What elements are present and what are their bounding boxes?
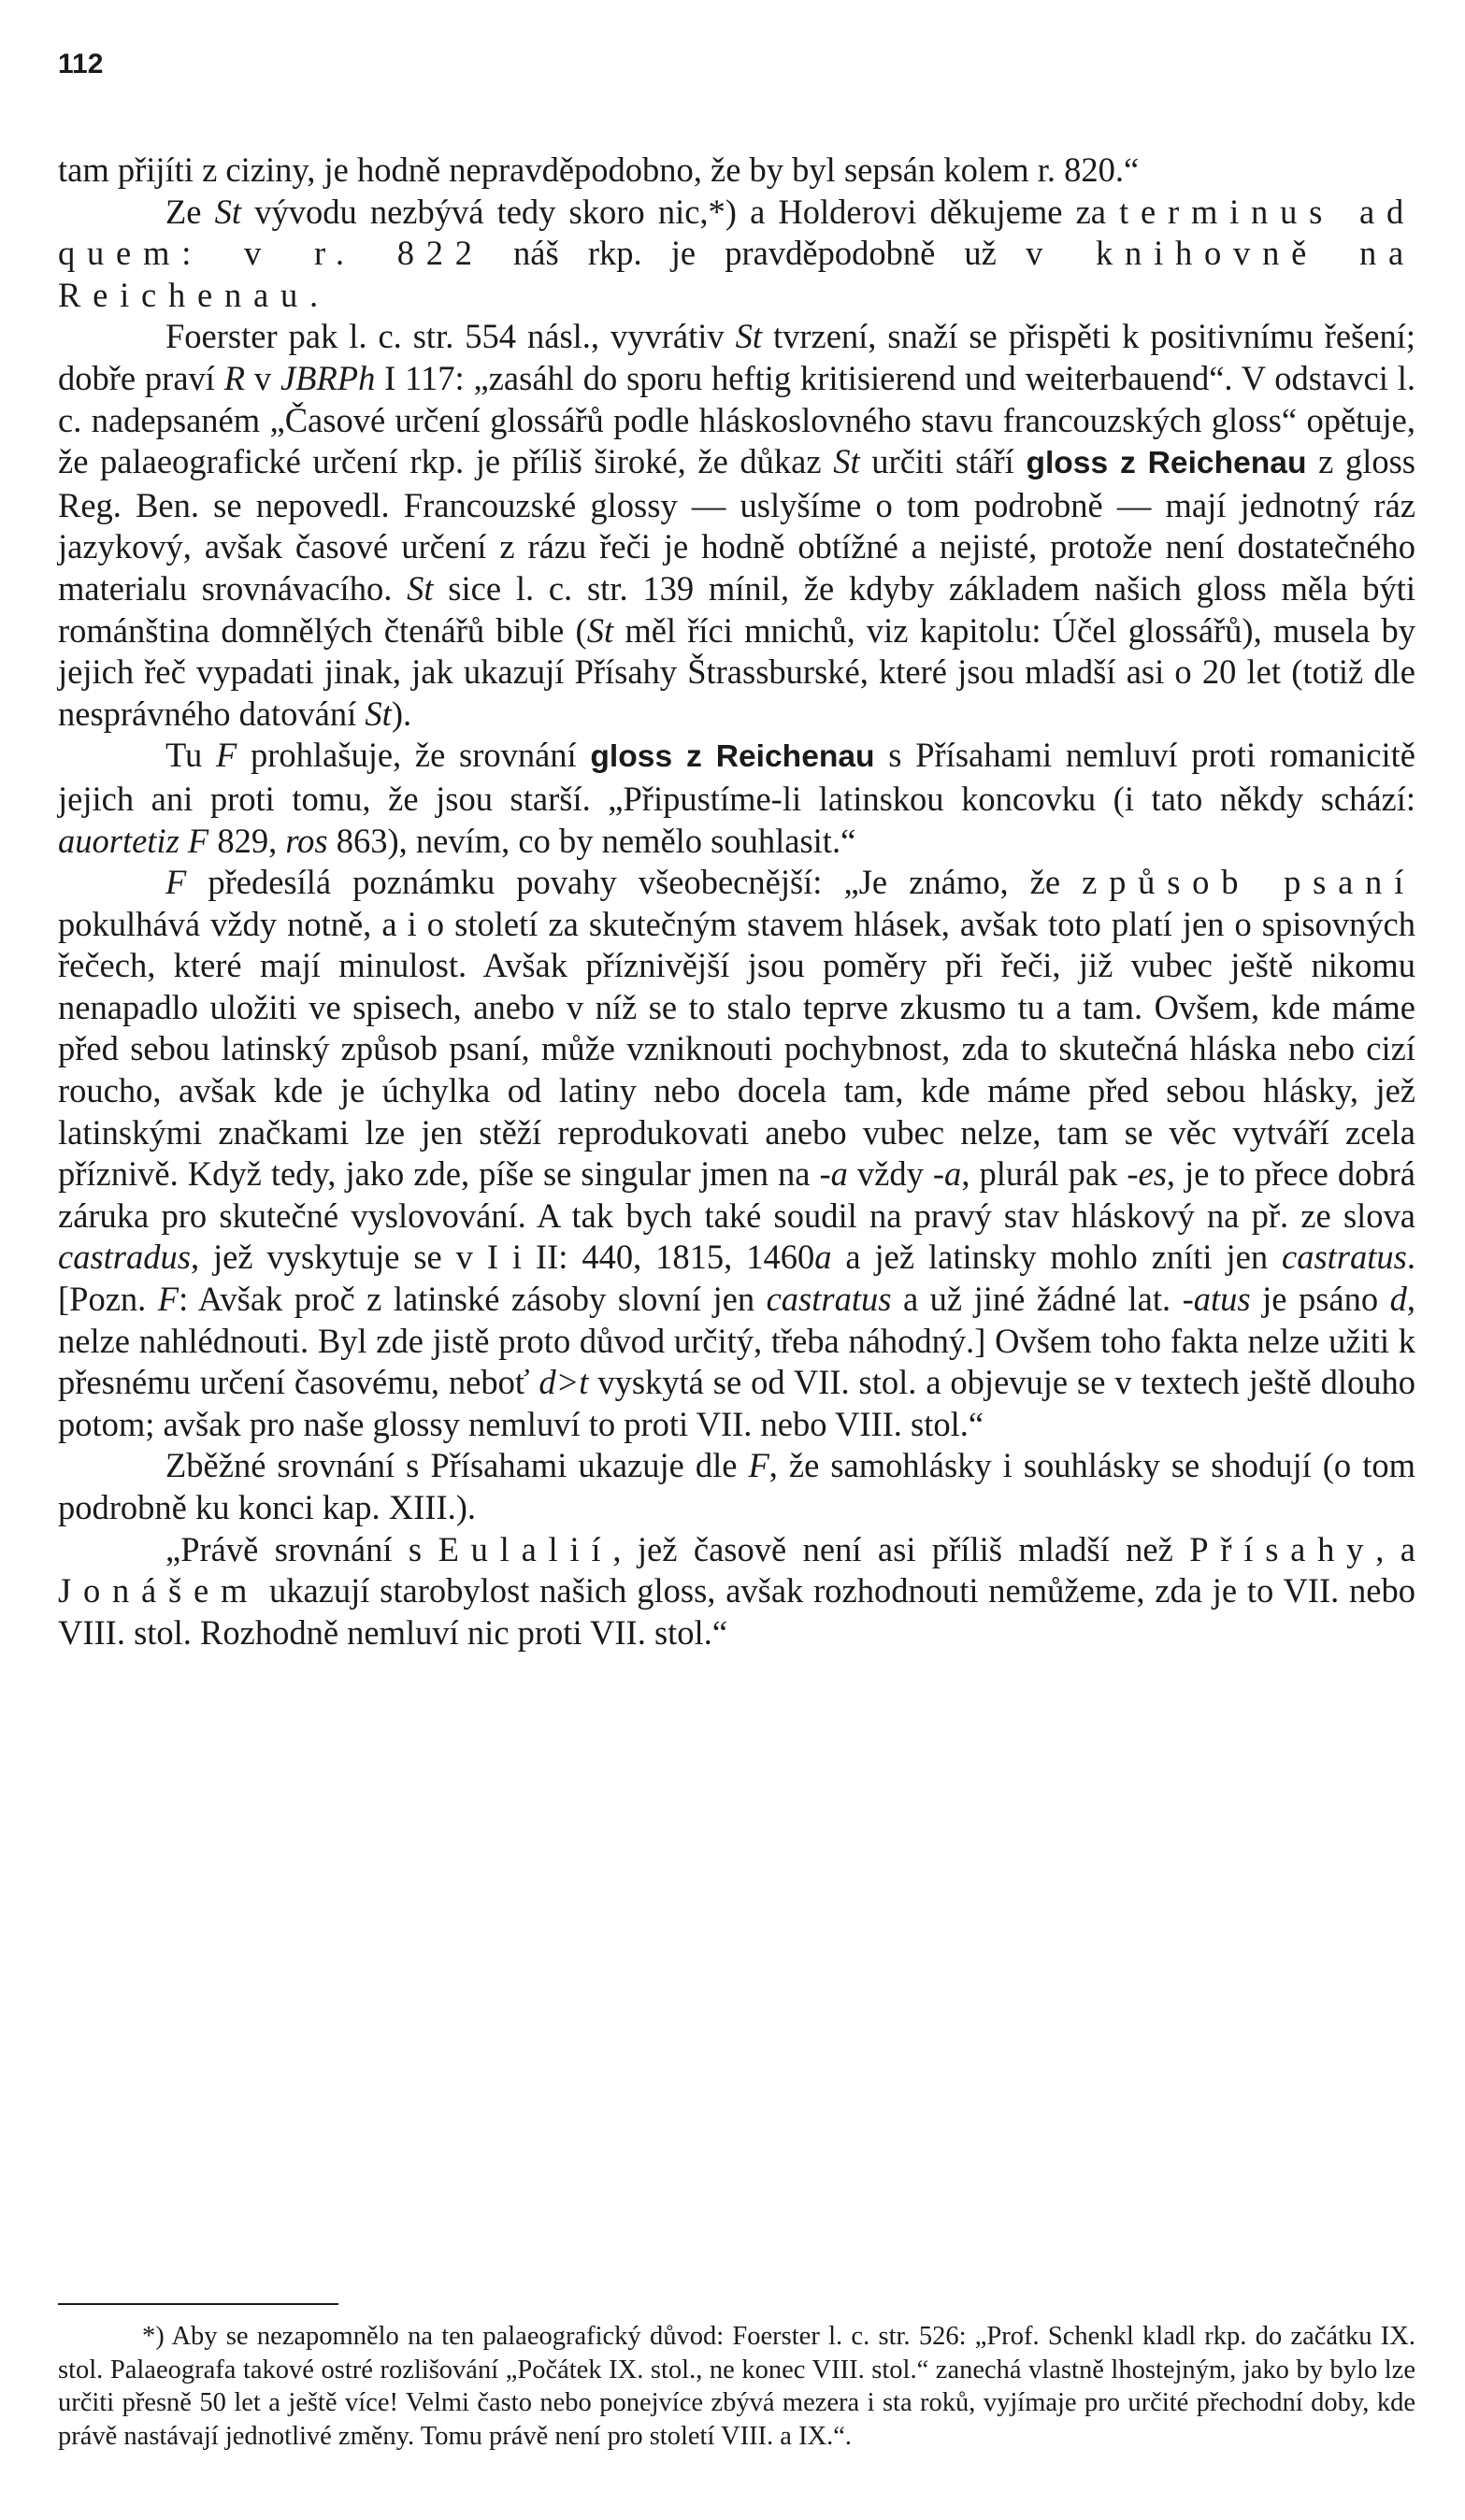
text-span: , a <box>1375 1529 1415 1568</box>
spaced-phrase: Přísahy <box>1189 1529 1376 1568</box>
abbrev-f: F <box>157 1280 180 1319</box>
text-span: Ze <box>165 192 215 231</box>
abbrev-f: F <box>165 863 187 902</box>
example-word: castratus <box>766 1280 892 1319</box>
spaced-phrase: v knihovně na Reichenau. <box>58 234 1416 314</box>
spaced-phrase: Jonášem <box>58 1571 260 1611</box>
abbrev-f: F <box>215 736 237 775</box>
spaced-phrase: Eulalií <box>438 1529 613 1568</box>
example-word: ros <box>285 821 328 860</box>
example-word: auortetiz F <box>58 821 209 860</box>
text-span: předesílá poznámku povahy všeobecnější: „Je známo, že <box>186 863 1083 902</box>
text-span: vývodu nezbývá tedy skoro nic,*) a Holderovi děkujeme za <box>241 192 1120 231</box>
text-span: Zběžné srovnání s Přísahami ukazuje dle <box>165 1446 749 1485</box>
example-word: -atus <box>1182 1280 1251 1319</box>
example-word: castratus <box>1282 1238 1407 1277</box>
text-span: vždy <box>847 1154 933 1194</box>
text-span: vyskytá se od VII. stol. a objevuje se v textech ještě dlouho potom; avšak pro naše glossy nemluví to proti VII. nebo VIII. stol.“ <box>58 1363 1415 1443</box>
text-span: . [Pozn. <box>58 1238 1415 1319</box>
text-span: pokulhává vždy notně, a i o století za skutečným stavem hlásek, avšak toto platí jen o spisovných řečech, které mají minulost. Avšak příznivější jsou poměry při řeči, již vubec ještě nikomu nenapadlo uložiti ve spisech, anebo v níž se to stalo teprve zkusmo tu a tam. Ovšem, kde máme před sebou latinský způsob psaní, může vzniknouti pochybnost, zda to skutečná hláska nebo cizí roucho, avšak kde je úchylka od latiny nebo docela tam, kde máme před sebou hlásky, jež latinskými značkami lze jen stěží reprodukovati anebo vubec nelze, tam se věc vytváří zcela příznivě. Když tedy, jako zde, píše se singular jmen na <box>58 904 1415 1194</box>
abbrev-f: F <box>748 1446 769 1485</box>
text-span: ). <box>391 694 412 733</box>
text-span: je psáno <box>1250 1280 1390 1319</box>
text-span: určiti stáří <box>859 442 1027 481</box>
abbrev-st: St <box>407 568 434 608</box>
example-word: d>t <box>539 1363 589 1402</box>
paragraph-3 <box>58 316 1415 735</box>
text-span: ukazují starobylost našich gloss, avšak rozhodnouti nemůžeme, zda je to VII. nebo VIII. stol. Rozhodně nemluví nic proti VII. stol.“ <box>58 1571 1415 1652</box>
abbrev-jbrph: JBRPh <box>280 358 376 397</box>
abbrev-st: St <box>735 317 762 356</box>
text-span: s Přísahami nemluví proti romanicitě jejich ani proti tomu, že jsou starší. „Připustíme-li latinskou koncovku (i tato někdy schází: <box>58 736 1415 818</box>
text-span: I 117: „zasáhl do sporu heftig kritisierend und weiterbauend“. V odstavci l. c. nadepsaném „Časové určení glossářů podle hláskoslovného stavu francouzských gloss“ opětuje, že palaeografické určení rkp. je příliš široké, že důkaz <box>58 358 1415 481</box>
text-span: měl říci mnichů, viz kapitolu: Účel glossářů), musela by jejich řeč vypadati jinak, jak ukazují Přísahy Štrassburské, které jsou mladší asi o 20 let (totiž dle nesprávného datování <box>58 610 1415 733</box>
text-span: prohlašuje, že srovnání <box>237 736 591 775</box>
main-text <box>58 150 1415 1654</box>
text-span: , je to přece dobrá záruka pro skutečné vyslovování. A tak bych také soudil na pravý stav hláskový na př. ze slova <box>58 1154 1415 1235</box>
text-span: , že samohlásky i souhlásky se shodují (o tom podrobně ku konci kap. XIII.). <box>58 1446 1415 1526</box>
paragraph-7 <box>58 1529 1415 1654</box>
abbrev-st: St <box>833 442 860 481</box>
text-span: 829, <box>208 821 286 860</box>
text-span: z gloss Reg. Ben. se nepovedl. Francouzské glossy — uslyšíme o tom podrobně — mají jednotný ráz jazykový, avšak časové určení z rázu řeči je hodně obtížné a nejisté, protože není dostatečného materialu srovnávacího. <box>58 442 1415 608</box>
text-span: , jež vyskytuje se v I i II: 440, 1815, 1460 <box>190 1238 815 1277</box>
paragraph-6 <box>58 1445 1415 1528</box>
bold-term: gloss z Reichenau <box>590 739 875 775</box>
spaced-phrase: způsob psaní <box>1082 863 1415 902</box>
text-span: „Právě srovnání s <box>165 1529 438 1568</box>
text-span: Foerster pak l. c. str. 554 násl., vyvrátiv <box>165 317 736 356</box>
paragraph-2 <box>58 192 1415 317</box>
abbrev-r: R <box>223 358 246 397</box>
example-word: d <box>1389 1280 1407 1319</box>
example-word: castradus <box>58 1238 191 1277</box>
abbrev-st: St <box>214 192 242 231</box>
footnote-rule <box>58 2303 338 2305</box>
paragraph-5 <box>58 862 1415 1445</box>
paragraph-1: tam přijíti z ciziny, je hodně nepravděpodobno, že by byl sepsán kolem r. 820.“ <box>58 150 1140 189</box>
spaced-phrase: terminus ad quem: v r. 822 <box>58 192 1415 273</box>
text-span: a jež latinsky mohlo zníti jen <box>831 1238 1283 1277</box>
text-span: , nelze nahlédnouti. Byl zde jistě proto důvod určitý, třeba náhodný.] Ovšem toho fakta nelze užiti k přesnému určení časovému, neboť <box>58 1280 1416 1402</box>
text-span: 863), nevím, co by nemělo souhlasit.“ <box>327 821 856 860</box>
bold-term: gloss z Reichenau <box>1026 446 1307 481</box>
footnote: *) Aby se nezapomnělo na ten palaeografický důvod: Foerster l. c. str. 526: „Prof. Schenkl kladl rkp. do začátku IX. stol. Palaeografa takové ostré rozlišování „Počátek IX. stol., ne konec VIII. stol.“ zanechá vlastně lhostejným, jako by bylo lze určiti přesně 50 let a ještě více! Velmi často nebo ponejvíce zbývá mezera i sta roků, vyjímaje pro určité přechodní doby, kde právě nastávají jednotlivé změny. Tomu právě není pro století VIII. a IX.“. <box>58 2322 1415 2451</box>
text-span: , plurál pak <box>961 1154 1127 1194</box>
text-span: tvrzení, snaží se přispěti k positivnímu řešení; dobře praví <box>58 317 1415 397</box>
text-span: , jež časově není asi příliš mladší než <box>612 1529 1190 1568</box>
text-span: Tu <box>165 736 216 775</box>
example-word: -a <box>819 1154 848 1194</box>
text-span: a už jiné žádné lat. <box>891 1280 1183 1319</box>
example-word: -es <box>1127 1154 1167 1194</box>
paragraph-4 <box>58 735 1415 862</box>
abbrev-st: St <box>586 610 614 650</box>
text-span: v <box>245 358 280 397</box>
example-word: -a <box>932 1154 962 1194</box>
text-span: náš rkp. je pravděpodobně už <box>483 234 1027 273</box>
abbrev-st: St <box>365 694 392 733</box>
text-span: : Avšak proč z latinské zásoby slovní jen <box>179 1280 767 1319</box>
text-span: sice l. c. str. 139 mínil, že kdyby základem našich gloss měla býti románština domnělých čtenářů bible ( <box>58 568 1415 650</box>
page-number: 112 <box>58 49 104 79</box>
example-word: a <box>814 1238 832 1277</box>
